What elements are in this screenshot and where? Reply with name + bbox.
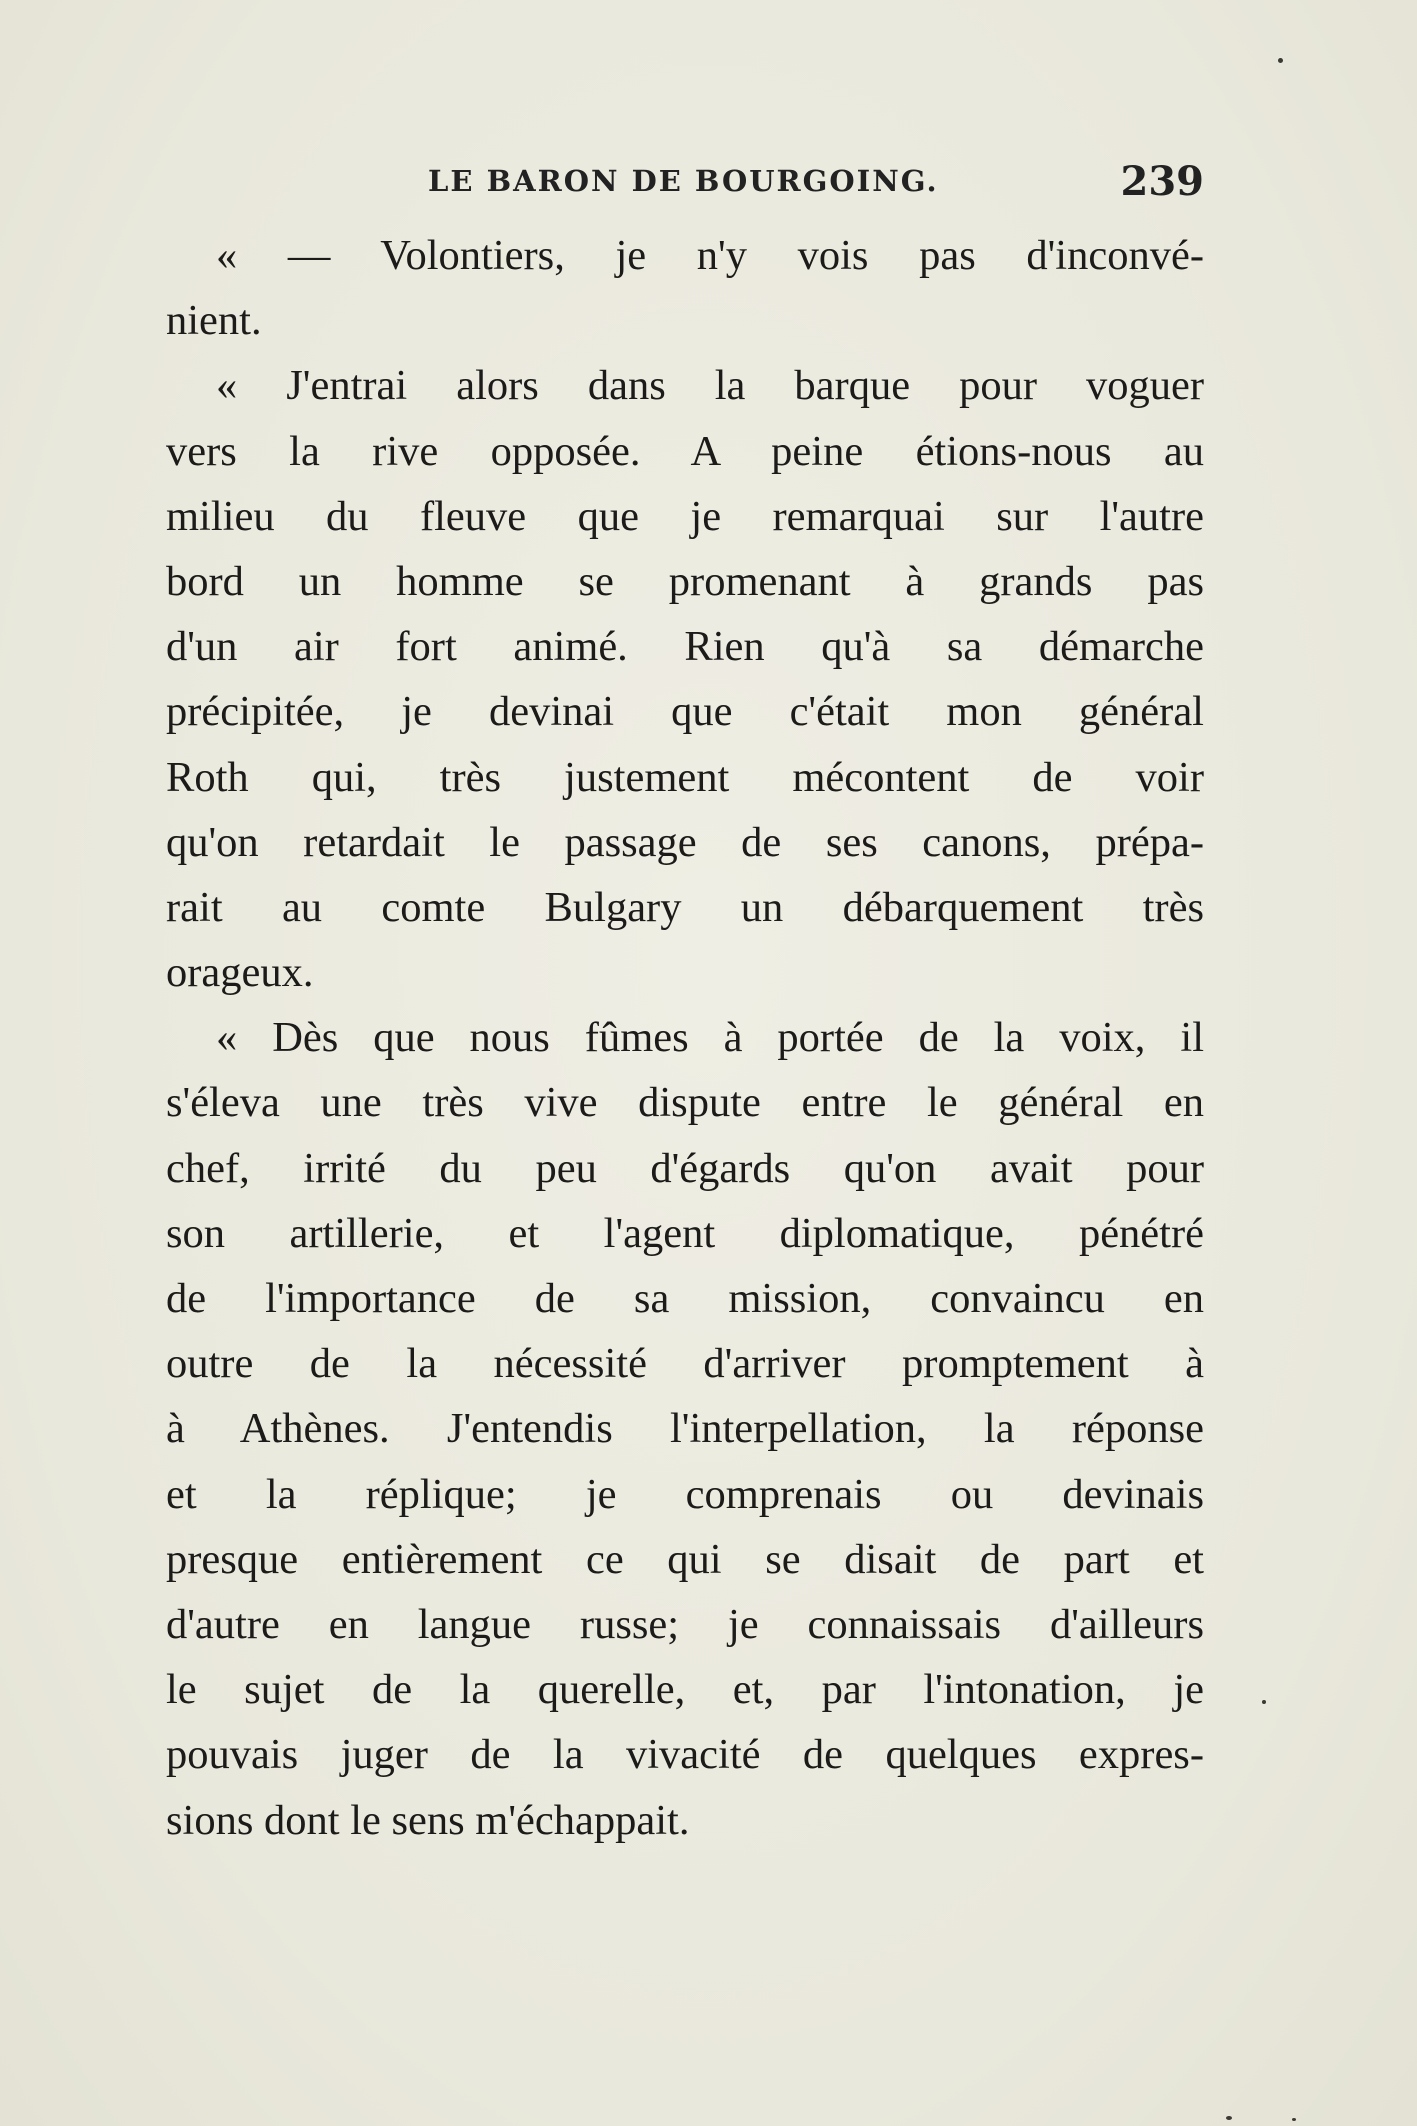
page-number: 239 xyxy=(1120,158,1204,205)
text-line: s'éleva une très vive dispute entre le général en xyxy=(166,1079,1204,1127)
paper-speck xyxy=(1226,2116,1232,2120)
text-line: Roth qui, très justement mécontent de voir xyxy=(166,753,1204,801)
running-title: LE BARON DE BOURGOING. xyxy=(428,164,939,198)
text-line: outre de la nécessité d'arriver promptement à xyxy=(166,1340,1204,1388)
text-line: nient. xyxy=(166,297,262,345)
text-line: « J'entrai alors dans la barque pour voguer xyxy=(216,362,1204,410)
text-line: de l'importance de sa mission, convaincu en xyxy=(166,1275,1204,1322)
text-line: rait au comte Bulgary un débarquement très xyxy=(166,883,1204,931)
running-head xyxy=(166,158,1204,208)
text-line: pouvais juger de la vivacité de quelques expres- xyxy=(166,1731,1204,1779)
text-line: qu'on retardait le passage de ses canons, prépa- xyxy=(166,818,1204,866)
text-line: d'un air fort animé. Rien qu'à sa démarche xyxy=(166,623,1204,671)
text-line: presque entièrement ce qui se disait de part et xyxy=(166,1535,1204,1583)
body-text xyxy=(166,223,1204,1853)
text-line: son artillerie, et l'agent diplomatique, pénétré xyxy=(166,1209,1204,1257)
text-line: le sujet de la querelle, et, par l'intonation, je xyxy=(166,1666,1204,1714)
paper-speck xyxy=(1292,2118,1296,2121)
paper-speck xyxy=(1278,58,1283,63)
text-line: vers la rive opposée. A peine étions-nous au xyxy=(166,427,1204,475)
text-line: et la réplique; je comprenais ou devinais xyxy=(166,1470,1204,1518)
text-line: « Dès que nous fûmes à portée de la voix, il xyxy=(216,1014,1204,1062)
text-line: milieu du fleuve que je remarquai sur l'autre xyxy=(166,492,1204,540)
text-line: « — Volontiers, je n'y vois pas d'inconvé- xyxy=(216,232,1204,279)
text-line: orageux. xyxy=(166,949,314,997)
text-line: à Athènes. J'entendis l'interpellation, la réponse xyxy=(166,1405,1204,1453)
text-line: chef, irrité du peu d'égards qu'on avait pour xyxy=(166,1144,1204,1192)
text-line: bord un homme se promenant à grands pas xyxy=(166,557,1204,605)
paper-speck xyxy=(1262,1700,1266,1704)
text-line: précipitée, je devinai que c'était mon général xyxy=(166,688,1204,736)
text-line: sions dont le sens m'échappait. xyxy=(166,1796,690,1844)
text-line: d'autre en langue russe; je connaissais d'ailleurs xyxy=(166,1600,1204,1648)
